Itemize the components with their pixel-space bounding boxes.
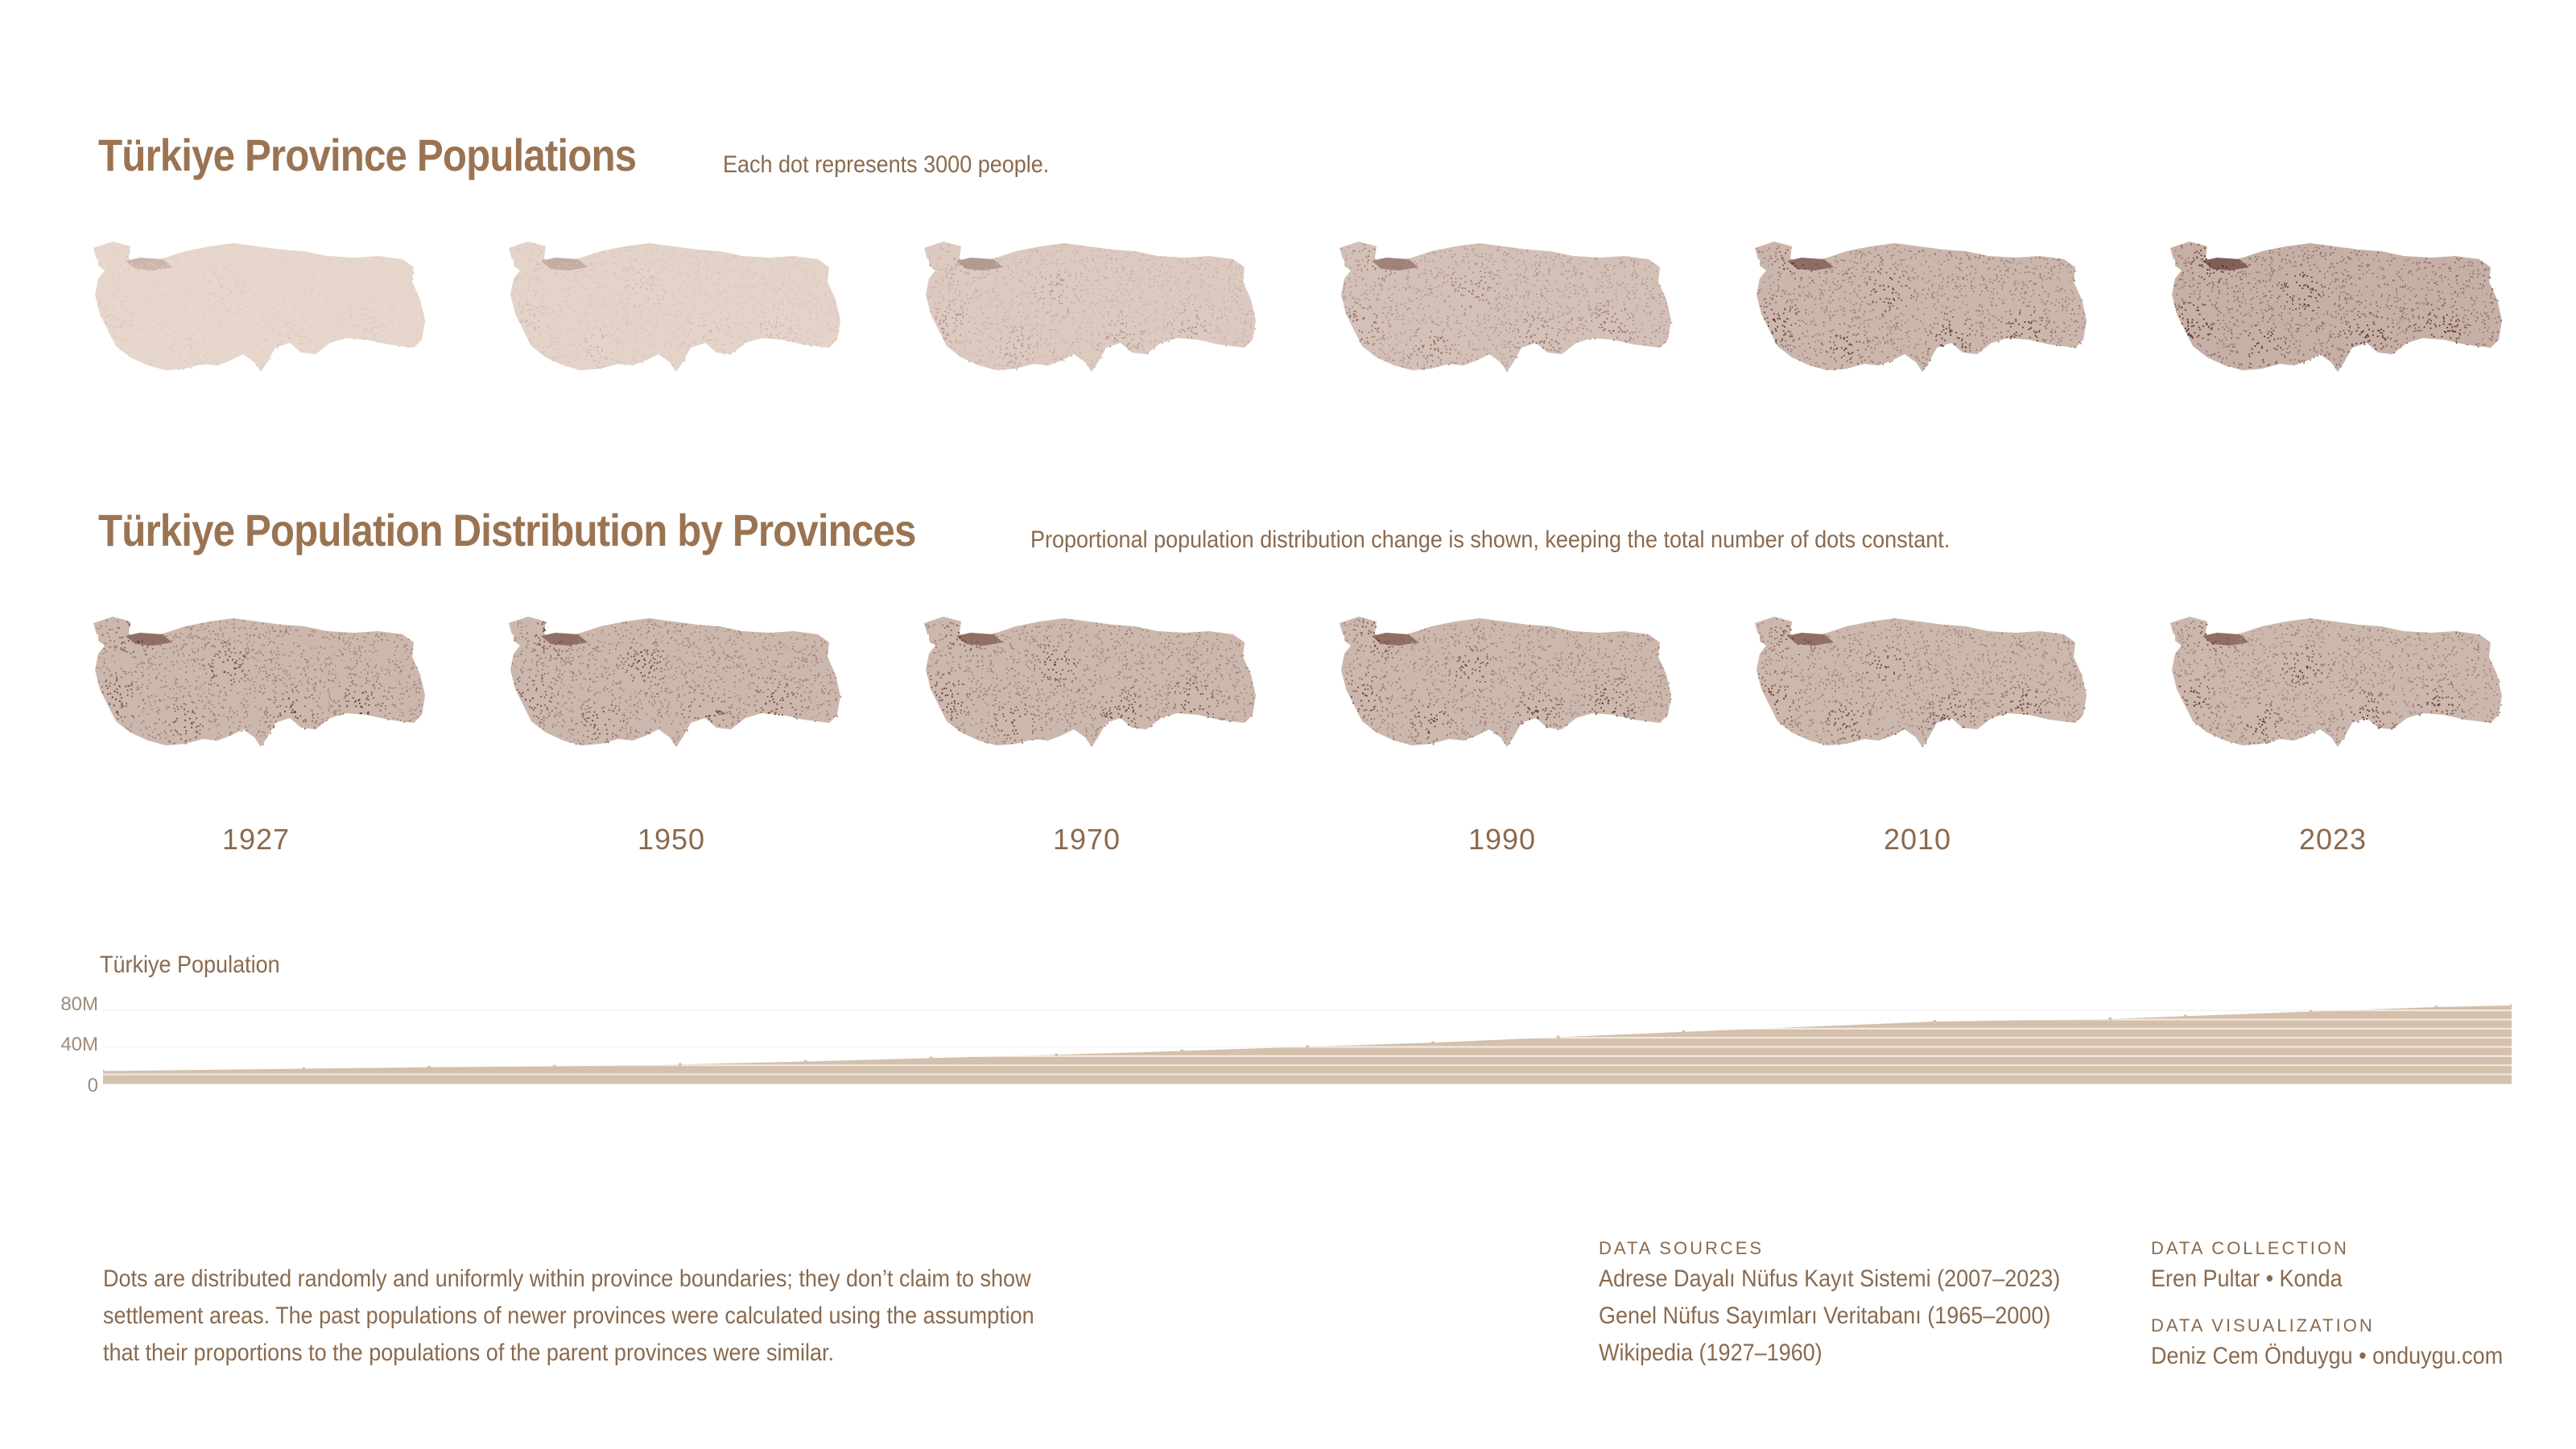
- map-dots: [1755, 242, 2087, 372]
- map-dots: [2170, 242, 2502, 372]
- map-dots: [93, 617, 425, 747]
- data-collection-header: DATA COLLECTION: [2151, 1238, 2349, 1258]
- map-proportional-1990: [1335, 609, 1681, 770]
- methodology-note: Dots are distributed randomly and uniformly within province boundaries; they don’t claim to show settlement areas. The past populations of newer provinces were calculated using the assumption that their proportions to the populations of the parent provinces were similar.: [103, 1265, 1034, 1366]
- population-point: [804, 1060, 807, 1063]
- population-point: [1431, 1041, 1435, 1044]
- population-point: [930, 1056, 933, 1059]
- y-tick-label: 80M: [60, 993, 98, 1015]
- population-point: [1306, 1045, 1309, 1048]
- map-absolute-1990: [1335, 233, 1681, 394]
- map-proportional-1970: [919, 609, 1265, 770]
- population-point: [2435, 1005, 2438, 1009]
- map-dots: [2170, 617, 2502, 747]
- population-point: [1180, 1050, 1183, 1053]
- data-sources-header: DATA SOURCES: [1599, 1238, 1765, 1258]
- data-visualization-credit: Deniz Cem Önduygu • onduygu.com: [2151, 1343, 2504, 1369]
- population-point: [1557, 1035, 1560, 1038]
- map-absolute-2010: [1750, 233, 2096, 394]
- section1-subtitle: Each dot represents 3000 people.: [723, 151, 1050, 178]
- population-point: [1682, 1030, 1686, 1034]
- population-point: [2108, 1018, 2112, 1021]
- population-point: [1055, 1053, 1058, 1056]
- map-absolute-1950: [504, 233, 850, 394]
- section2-title: Türkiye Population Distribution by Provinces: [98, 505, 916, 555]
- year-label: 1927: [221, 823, 291, 856]
- y-tick-label: 0: [87, 1075, 98, 1096]
- population-area: [103, 1005, 2512, 1084]
- population-point: [1933, 1020, 1936, 1023]
- map-absolute-1927: [89, 233, 435, 394]
- population-point: [302, 1067, 305, 1071]
- y-tick-label: 40M: [60, 1034, 98, 1055]
- data-source-item: Adrese Dayalı Nüfus Kayıt Sistemi (2007–2023): [1599, 1265, 2061, 1292]
- section2-subtitle: Proportional population distribution change is shown, keeping the total number of dots constant.: [1030, 526, 1951, 553]
- population-point: [2310, 1010, 2313, 1013]
- data-source-item: Wikipedia (1927–1960): [1599, 1340, 1823, 1366]
- population-chart-title: Türkiye Population: [100, 952, 280, 978]
- data-collection-credit: Eren Pultar • Konda: [2151, 1265, 2343, 1292]
- map-dots: [509, 242, 840, 372]
- map-dots: [509, 617, 841, 747]
- map-absolute-2023: [2165, 233, 2512, 394]
- section1-title: Türkiye Province Populations: [98, 130, 637, 180]
- map-dots: [924, 617, 1256, 747]
- data-source-item: Genel Nüfus Sayımları Veritabanı (1965–2000): [1599, 1302, 2051, 1329]
- map-proportional-2010: [1750, 609, 2096, 770]
- map-proportional-1950: [504, 609, 850, 770]
- map-dots: [93, 242, 425, 372]
- map-dots: [1340, 617, 1672, 747]
- population-point: [2184, 1014, 2187, 1018]
- map-absolute-1970: [919, 233, 1265, 394]
- year-label: 1970: [1052, 823, 1121, 856]
- population-point: [427, 1066, 431, 1069]
- data-visualization-header: DATA VISUALIZATION: [2151, 1315, 2375, 1335]
- map-proportional-1927: [89, 609, 435, 770]
- population-area-chart: [103, 995, 2512, 1092]
- year-label: 1990: [1468, 823, 1537, 856]
- year-label: 1950: [637, 823, 706, 856]
- population-point: [553, 1065, 556, 1068]
- map-proportional-2023: [2165, 609, 2512, 770]
- year-label: 2023: [2298, 823, 2368, 856]
- year-label: 2010: [1883, 823, 1952, 856]
- map-dots: [924, 242, 1256, 372]
- map-dots: [1755, 617, 2087, 747]
- population-point: [679, 1063, 682, 1066]
- map-dots: [1340, 242, 1672, 372]
